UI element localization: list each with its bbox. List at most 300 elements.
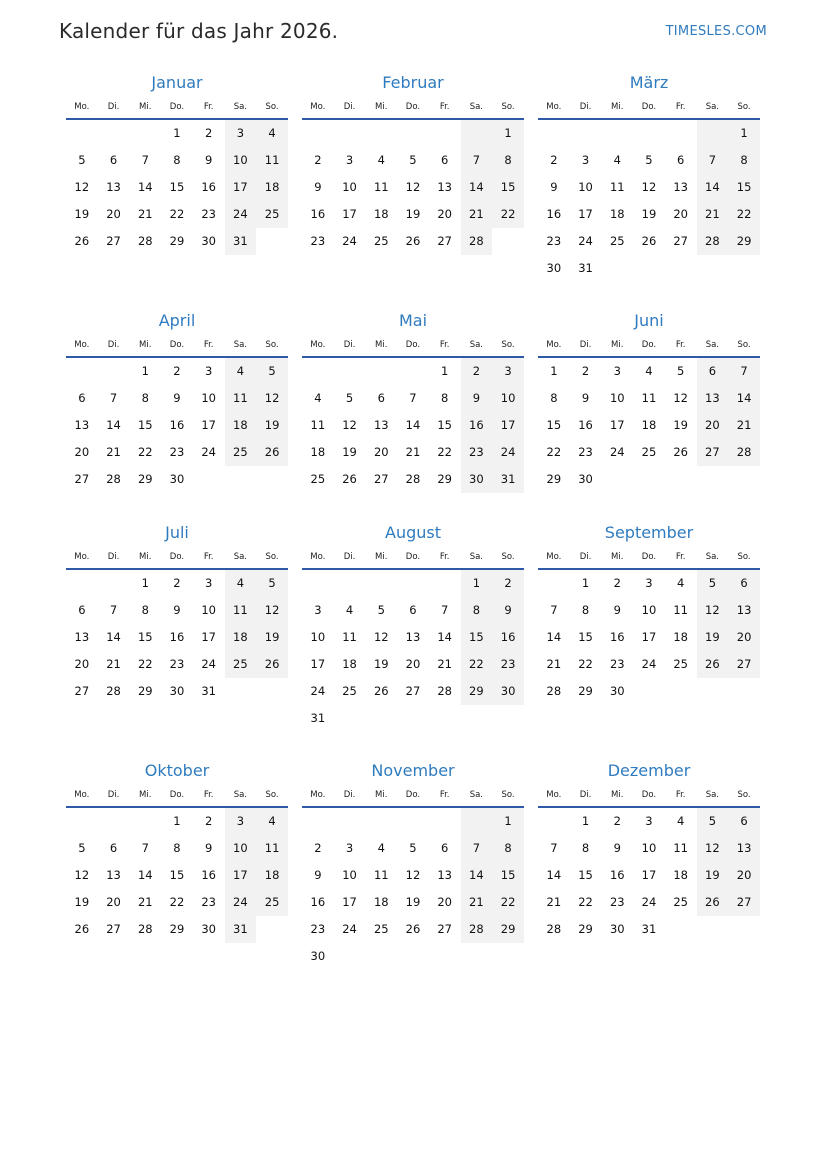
day-cell: 22 — [169, 895, 185, 909]
day-cell: 11 — [673, 841, 688, 855]
month-name: September — [604, 523, 694, 542]
day-cell: 12 — [342, 418, 357, 432]
day-cell: 25 — [310, 472, 326, 486]
empty-cell — [256, 678, 288, 705]
day-cell: 1 — [141, 364, 149, 378]
empty-cell — [256, 466, 288, 493]
weekend-day: 10 — [492, 385, 524, 412]
day-cell: 5 — [677, 364, 685, 378]
day-cell: 14 — [437, 630, 452, 644]
week-row — [66, 201, 288, 228]
day-cell: 17 — [641, 630, 657, 644]
weekday-header — [538, 96, 760, 120]
weekday-header — [302, 546, 524, 570]
day-cell: 20 — [74, 445, 90, 459]
weekend-day: 4 — [225, 570, 257, 597]
month-4 — [66, 308, 288, 520]
day-cell: 1 — [173, 814, 181, 828]
weekday-label: So. — [737, 552, 751, 562]
weekday-label: Mi. — [375, 552, 388, 562]
month-name: Mai — [398, 311, 428, 330]
weekend-day: 3 — [225, 120, 257, 147]
weekend-day: 19 — [697, 624, 729, 651]
week-row — [302, 147, 524, 174]
week-row — [66, 624, 288, 651]
day-cell: 28 — [546, 684, 562, 698]
day-cell: 27 — [106, 922, 121, 936]
day-cell: 19 — [373, 657, 389, 671]
day-cell: 7 — [141, 153, 149, 167]
week-row — [66, 678, 288, 705]
weekday-label: Di. — [107, 340, 120, 350]
day-cell: 12 — [373, 630, 389, 644]
day-cell: 17 — [342, 895, 357, 909]
empty-cell — [538, 570, 570, 597]
weekday-label: Mi. — [375, 340, 388, 350]
month-1 — [66, 70, 288, 308]
weekend-day: 6 — [697, 358, 729, 385]
weekend-day: 24 — [225, 889, 257, 916]
brand-link[interactable]: TIMESLES.COM — [665, 24, 767, 39]
day-cell: 1 — [173, 126, 181, 140]
day-cell: 26 — [673, 445, 688, 459]
day-cell: 17 — [310, 657, 326, 671]
empty-cell — [334, 358, 366, 385]
week-row — [302, 862, 524, 889]
week-row — [538, 201, 760, 228]
weekend-day: 11 — [256, 147, 288, 174]
weekend-day: 8 — [492, 835, 524, 862]
weekend-day: 25 — [256, 201, 288, 228]
empty-cell — [728, 916, 760, 943]
day-cell: 6 — [78, 391, 86, 405]
weekday-label: Di. — [579, 340, 592, 350]
empty-cell — [129, 120, 161, 147]
weekday-header — [66, 96, 288, 120]
day-cell: 26 — [373, 684, 389, 698]
day-cell: 9 — [613, 603, 621, 617]
weekday-label: So. — [265, 102, 279, 112]
day-cell: 15 — [169, 180, 185, 194]
weekend-day: 7 — [728, 358, 760, 385]
weekend-day: 14 — [728, 385, 760, 412]
day-cell: 27 — [74, 472, 90, 486]
weekday-label: Mi. — [139, 102, 152, 112]
week-row — [66, 916, 288, 943]
month-3 — [538, 70, 760, 308]
day-cell: 18 — [673, 630, 688, 644]
weekday-label: Mi. — [375, 790, 388, 800]
day-cell: 27 — [437, 234, 452, 248]
day-cell: 26 — [641, 234, 657, 248]
month-9 — [538, 520, 760, 758]
weekday-label: Fr. — [203, 102, 214, 112]
empty-cell — [397, 808, 429, 835]
day-cell: 16 — [201, 868, 216, 882]
day-cell: 5 — [409, 841, 417, 855]
day-cell: 23 — [546, 234, 562, 248]
weekend-day: 21 — [461, 889, 493, 916]
empty-cell — [601, 255, 633, 282]
weekend-day: 16 — [492, 624, 524, 651]
weekday-label: So. — [737, 102, 751, 112]
weekday-label: Mi. — [611, 790, 624, 800]
empty-cell — [429, 808, 461, 835]
day-cell: 10 — [609, 391, 625, 405]
day-cell: 17 — [342, 207, 357, 221]
day-cell: 30 — [201, 234, 216, 248]
day-cell: 29 — [137, 684, 153, 698]
month-name: Juni — [634, 311, 664, 330]
day-cell: 19 — [673, 418, 688, 432]
day-cell: 2 — [550, 153, 558, 167]
month-name: August — [385, 523, 441, 542]
day-cell: 17 — [201, 418, 216, 432]
day-cell: 5 — [78, 841, 86, 855]
day-cell: 27 — [673, 234, 688, 248]
day-cell: 22 — [578, 657, 593, 671]
weekend-day: 26 — [256, 651, 288, 678]
month-name: November — [371, 761, 455, 780]
day-cell: 8 — [581, 603, 590, 617]
day-cell: 21 — [137, 207, 153, 221]
day-cell: 18 — [310, 445, 326, 459]
day-cell: 5 — [345, 391, 354, 405]
empty-cell — [365, 943, 397, 970]
week-row — [302, 201, 524, 228]
month-name: Februar — [382, 73, 444, 92]
day-cell: 2 — [173, 576, 181, 590]
day-cell: 3 — [205, 364, 213, 378]
weekend-day: 18 — [256, 862, 288, 889]
day-cell: 20 — [673, 207, 688, 221]
empty-cell — [665, 255, 697, 282]
day-cell: 2 — [581, 364, 590, 378]
week-row — [302, 174, 524, 201]
weekday-label: Di. — [107, 790, 120, 800]
weekend-day: 14 — [461, 862, 493, 889]
empty-cell — [66, 358, 98, 385]
day-cell: 27 — [437, 922, 452, 936]
week-row — [538, 412, 760, 439]
empty-cell — [461, 808, 493, 835]
weekday-label: Di. — [107, 102, 120, 112]
day-cell: 23 — [578, 445, 593, 459]
weekend-day: 24 — [492, 439, 524, 466]
week-row — [66, 412, 288, 439]
weekday-label: So. — [265, 790, 279, 800]
weekday-label: Mi. — [611, 340, 624, 350]
weekend-day: 27 — [697, 439, 729, 466]
weekend-day: 19 — [256, 412, 288, 439]
day-cell: 18 — [373, 207, 389, 221]
empty-cell — [334, 570, 366, 597]
day-cell: 6 — [109, 841, 118, 855]
week-row — [302, 705, 524, 732]
day-cell: 20 — [373, 445, 389, 459]
weekend-day: 15 — [728, 174, 760, 201]
page-title: Kalender für das Jahr 2026. — [59, 19, 339, 43]
empty-cell — [633, 466, 665, 493]
weekday-label: Sa. — [469, 340, 484, 350]
day-cell: 23 — [201, 895, 216, 909]
day-cell: 2 — [314, 153, 322, 167]
empty-cell — [397, 705, 429, 732]
empty-cell — [98, 570, 130, 597]
day-cell: 6 — [78, 603, 86, 617]
weekend-day: 13 — [728, 835, 760, 862]
day-cell: 18 — [373, 895, 389, 909]
weekday-header — [538, 784, 760, 808]
weekday-label: Fr. — [439, 790, 450, 800]
weekend-day: 19 — [256, 624, 288, 651]
day-cell: 25 — [673, 895, 688, 909]
day-cell: 30 — [310, 949, 326, 963]
day-cell: 30 — [201, 922, 216, 936]
day-cell: 12 — [74, 180, 90, 194]
weekend-day: 7 — [697, 147, 729, 174]
day-cell: 5 — [377, 603, 385, 617]
weekend-day: 12 — [697, 597, 729, 624]
month-2 — [302, 70, 524, 308]
weekend-day: 17 — [225, 862, 257, 889]
week-row — [302, 412, 524, 439]
empty-cell — [193, 466, 225, 493]
weekend-day: 21 — [461, 201, 493, 228]
weekday-header — [302, 96, 524, 120]
week-row — [66, 358, 288, 385]
month-name: Dezember — [607, 761, 691, 780]
empty-cell — [429, 570, 461, 597]
weekday-label: Do. — [169, 790, 185, 800]
weekday-label: So. — [265, 340, 279, 350]
empty-cell — [665, 466, 697, 493]
empty-cell — [334, 705, 366, 732]
day-cell: 15 — [546, 418, 562, 432]
weekend-day: 14 — [461, 174, 493, 201]
weekend-day: 20 — [728, 624, 760, 651]
day-cell: 10 — [641, 603, 657, 617]
weekday-label: Mi. — [611, 102, 624, 112]
day-cell: 28 — [106, 472, 121, 486]
week-row — [66, 808, 288, 835]
week-row — [302, 678, 524, 705]
empty-cell — [570, 120, 602, 147]
empty-cell — [728, 255, 760, 282]
week-row — [66, 174, 288, 201]
empty-cell — [66, 120, 98, 147]
month-5 — [302, 308, 524, 520]
day-cell: 15 — [137, 630, 153, 644]
day-cell: 21 — [106, 445, 121, 459]
day-cell: 17 — [578, 207, 593, 221]
week-row — [66, 120, 288, 147]
empty-cell — [334, 943, 366, 970]
weekend-day: 7 — [461, 835, 493, 862]
weekday-label: Mo. — [310, 102, 326, 112]
day-cell: 9 — [173, 391, 181, 405]
weekday-label: So. — [501, 340, 515, 350]
day-cell: 18 — [342, 657, 357, 671]
month-6 — [538, 308, 760, 520]
day-cell: 31 — [310, 711, 326, 725]
day-cell: 6 — [109, 153, 118, 167]
day-cell: 25 — [342, 684, 357, 698]
day-cell: 7 — [409, 391, 417, 405]
weekend-day: 4 — [225, 358, 257, 385]
day-cell: 7 — [109, 603, 118, 617]
week-row — [66, 862, 288, 889]
day-cell: 3 — [314, 603, 322, 617]
empty-cell — [98, 358, 130, 385]
day-cell: 18 — [673, 868, 688, 882]
day-cell: 4 — [645, 364, 653, 378]
empty-cell — [365, 570, 397, 597]
day-cell: 11 — [641, 391, 657, 405]
empty-cell — [302, 120, 334, 147]
day-cell: 29 — [546, 472, 562, 486]
day-cell: 18 — [609, 207, 625, 221]
week-row — [538, 678, 760, 705]
week-row — [538, 255, 760, 282]
week-row — [538, 147, 760, 174]
weekday-label: Mo. — [74, 552, 90, 562]
week-row — [66, 651, 288, 678]
weekend-day: 15 — [492, 174, 524, 201]
weekday-label: Di. — [343, 102, 356, 112]
day-cell: 29 — [437, 472, 452, 486]
day-cell: 16 — [609, 630, 625, 644]
day-cell: 31 — [641, 922, 657, 936]
weekend-day: 9 — [461, 385, 493, 412]
weekday-label: So. — [501, 552, 515, 562]
weekday-label: Di. — [579, 552, 592, 562]
day-cell: 13 — [106, 180, 121, 194]
day-cell: 16 — [609, 868, 625, 882]
day-cell: 24 — [609, 445, 625, 459]
empty-cell — [334, 808, 366, 835]
day-cell: 26 — [405, 234, 421, 248]
day-cell: 23 — [609, 895, 625, 909]
day-cell: 23 — [609, 657, 625, 671]
weekday-label: Fr. — [675, 102, 686, 112]
day-cell: 8 — [441, 391, 449, 405]
day-cell: 24 — [342, 922, 357, 936]
weekday-label: Do. — [169, 340, 185, 350]
day-cell: 13 — [405, 630, 421, 644]
day-cell: 10 — [578, 180, 593, 194]
week-row — [302, 943, 524, 970]
day-cell: 2 — [205, 126, 213, 140]
weekday-label: Di. — [343, 552, 356, 562]
day-cell: 13 — [74, 418, 90, 432]
empty-cell — [538, 120, 570, 147]
empty-cell — [302, 808, 334, 835]
weekend-day: 26 — [256, 439, 288, 466]
day-cell: 6 — [441, 841, 449, 855]
weekend-day: 1 — [492, 808, 524, 835]
weekend-day: 23 — [492, 651, 524, 678]
empty-cell — [601, 120, 633, 147]
empty-cell — [334, 120, 366, 147]
day-cell: 9 — [205, 153, 213, 167]
day-cell: 29 — [137, 472, 153, 486]
weekday-label: So. — [737, 340, 751, 350]
weekend-day: 8 — [461, 597, 493, 624]
weekday-label: Fr. — [203, 790, 214, 800]
day-cell: 26 — [342, 472, 357, 486]
weekend-day: 21 — [728, 412, 760, 439]
week-row — [302, 835, 524, 862]
day-cell: 9 — [314, 180, 322, 194]
day-cell: 16 — [201, 180, 216, 194]
day-cell: 24 — [641, 895, 657, 909]
weekend-day: 18 — [225, 412, 257, 439]
weekend-day: 29 — [492, 916, 524, 943]
weekday-label: Do. — [641, 102, 657, 112]
day-cell: 20 — [74, 657, 90, 671]
day-cell: 27 — [106, 234, 121, 248]
month-8 — [302, 520, 524, 758]
day-cell: 22 — [169, 207, 185, 221]
weekday-label: Mo. — [546, 102, 562, 112]
day-cell: 13 — [74, 630, 90, 644]
day-cell: 7 — [109, 391, 118, 405]
weekend-day: 13 — [697, 385, 729, 412]
day-cell: 13 — [437, 180, 452, 194]
empty-cell — [98, 808, 130, 835]
day-cell: 7 — [550, 603, 558, 617]
week-row — [538, 624, 760, 651]
day-cell: 21 — [437, 657, 452, 671]
day-cell: 8 — [173, 153, 181, 167]
day-cell: 23 — [169, 445, 185, 459]
empty-cell — [225, 466, 257, 493]
weekday-label: Fr. — [439, 552, 450, 562]
day-cell: 1 — [550, 364, 558, 378]
weekend-day: 28 — [728, 439, 760, 466]
empty-cell — [728, 466, 760, 493]
week-row — [538, 835, 760, 862]
year-calendar — [66, 70, 760, 998]
weekday-label: Sa. — [469, 102, 484, 112]
day-cell: 27 — [405, 684, 421, 698]
empty-cell — [492, 705, 524, 732]
weekday-label: Mi. — [139, 552, 152, 562]
week-row — [302, 228, 524, 255]
day-cell: 21 — [405, 445, 421, 459]
week-row — [538, 439, 760, 466]
day-cell: 26 — [74, 922, 90, 936]
weekday-label: Mo. — [74, 102, 90, 112]
empty-cell — [397, 570, 429, 597]
day-cell: 11 — [373, 180, 389, 194]
empty-cell — [66, 570, 98, 597]
day-cell: 6 — [677, 153, 685, 167]
empty-cell — [98, 120, 130, 147]
weekday-label: Sa. — [233, 552, 248, 562]
weekday-label: Do. — [405, 790, 421, 800]
day-cell: 4 — [314, 391, 322, 405]
empty-cell — [665, 916, 697, 943]
empty-cell — [461, 120, 493, 147]
weekend-day: 27 — [728, 651, 760, 678]
weekday-label: Fr. — [675, 340, 686, 350]
week-row — [302, 916, 524, 943]
week-row — [538, 228, 760, 255]
weekend-day: 20 — [728, 862, 760, 889]
empty-cell — [429, 705, 461, 732]
